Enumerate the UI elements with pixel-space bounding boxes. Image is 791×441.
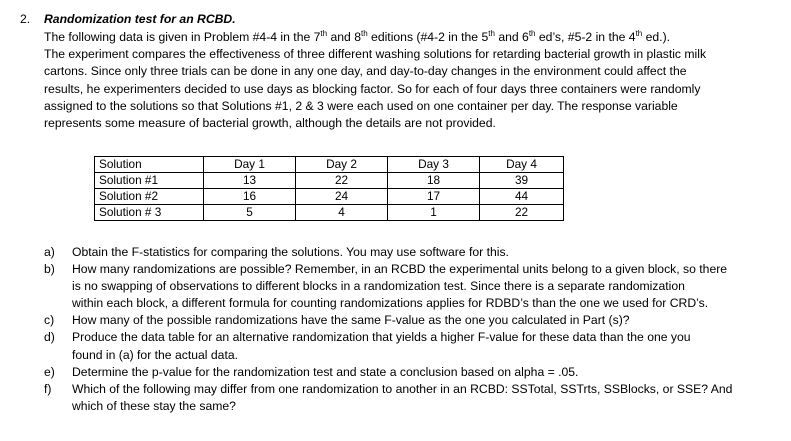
part-letter: d) <box>44 330 55 345</box>
question-part-a <box>44 244 784 261</box>
table-cell: Solution # 3 <box>95 205 204 221</box>
table-row <box>95 173 564 189</box>
intro-line: The experiment compares the effectiveness of three different washing solutions for retarding bacterial growth in plastic milk <box>44 47 707 62</box>
table-header-row <box>95 157 564 173</box>
table-cell: Solution #1 <box>95 173 204 189</box>
table-header-cell: Day 2 <box>296 157 388 173</box>
table-header-cell: Day 3 <box>388 157 480 173</box>
table-cell: 22 <box>480 205 564 221</box>
question-title: Randomization test for an RCBD. <box>44 12 236 26</box>
part-letter: b) <box>44 262 55 277</box>
part-letter: e) <box>44 364 55 379</box>
question-part-d <box>44 329 784 363</box>
table-cell: 1 <box>388 205 480 221</box>
intro-paragraph <box>44 29 784 132</box>
question-part-b <box>44 261 784 312</box>
table-header-cell: Day 1 <box>204 157 296 173</box>
question-number: 2. <box>20 12 31 26</box>
part-text: Produce the data table for an alternative randomization that yields a higher F-value for these data than the one you found in (a) for the actual data. <box>72 330 691 362</box>
part-letter: f) <box>44 381 52 396</box>
question-part-e <box>44 364 784 381</box>
part-text: How many of the possible randomizations have the same F-value as the one you calculated in Part (s)? <box>72 313 630 328</box>
table-header-cell: Day 4 <box>480 157 564 173</box>
table-cell: 4 <box>296 205 388 221</box>
data-table <box>94 156 564 221</box>
intro-line: cartons. Since only three trials can be done in any one day, and day-to-day changes in the environment could affect the <box>44 64 687 79</box>
part-text: Obtain the F-statistics for comparing the solutions. You may use software for this. <box>72 245 509 259</box>
question-parts-list <box>44 244 784 415</box>
table-cell: 17 <box>388 189 480 205</box>
part-letter: c) <box>44 313 55 328</box>
intro-line: results, he experimenters decided to use days as blocking factor. So for each of four days three containers were randomly <box>44 81 701 96</box>
part-text: Which of the following may differ from one randomization to another in an RCBD: SSTotal, SSTrts, SSBlocks, or SSE? And which of these stay the same? <box>72 381 733 413</box>
table-cell: 5 <box>204 205 296 221</box>
question-part-f <box>44 381 784 415</box>
question-part-c <box>44 312 784 329</box>
table-cell: 39 <box>480 173 564 189</box>
table-row <box>95 205 564 221</box>
intro-line: assigned to the solutions so that Solutions #1, 2 & 3 were each used on one container per day. The response variable <box>44 98 678 113</box>
table-cell: 18 <box>388 173 480 189</box>
part-text: Determine the p-value for the randomization test and state a conclusion based on alpha = .05. <box>72 364 579 379</box>
table-cell: 22 <box>296 173 388 189</box>
intro-line: represents some measure of bacterial growth, although the details are not provided. <box>44 116 496 131</box>
table-cell: 24 <box>296 189 388 205</box>
table-cell: 16 <box>204 189 296 205</box>
table-row <box>95 189 564 205</box>
table-cell: 44 <box>480 189 564 205</box>
intro-line-1: The following data is given in Problem #4-4 in the 7th and 8th editions (#4-2 in the 5th and 6th ed’s, #5-2 in the 4th ed.). <box>44 28 671 44</box>
table-cell: 13 <box>204 173 296 189</box>
part-letter: a) <box>44 245 55 259</box>
table-cell: Solution #2 <box>95 189 204 205</box>
part-text: How many randomizations are possible? Remember, in an RCBD the experimental units belong to a given block, so there is no swapping of observations to different blocks in a randomization test. Since there is a separate randomization within each block, a different formula for counting randomizations applies for RDBD’s than the one we used for CRD’s. <box>72 262 728 311</box>
table-header-cell: Solution <box>95 157 204 173</box>
